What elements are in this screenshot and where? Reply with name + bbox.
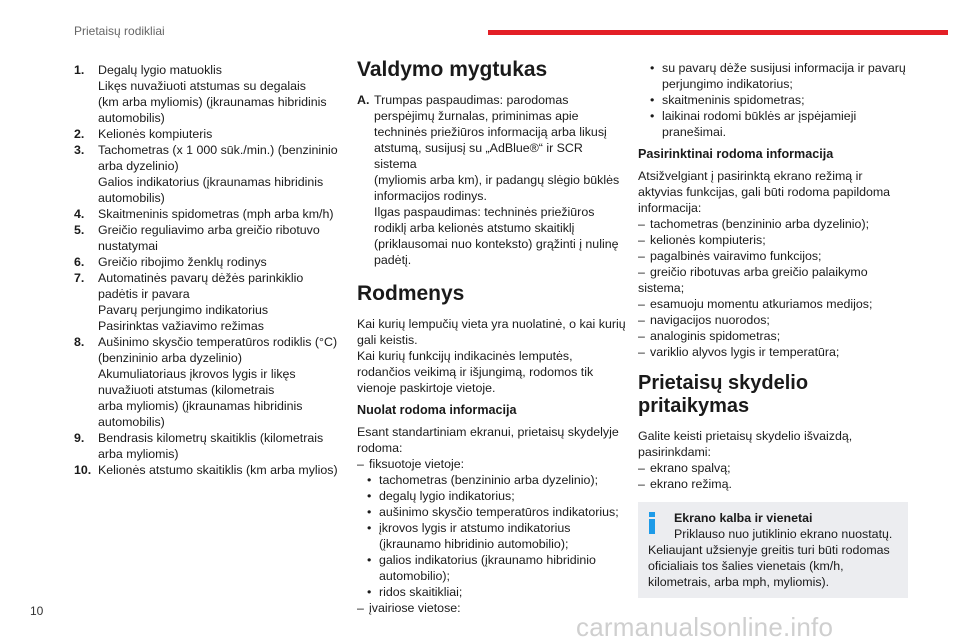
section-heading-pritaikymas: Prietaisų skydelio pritaikymas: [638, 372, 809, 417]
dash-item: – greičio ribotuvas arba greičio palaikymo sistema;: [638, 265, 868, 295]
paragraph: Atsižvelgiant į pasirinktą ekrano režimą ir aktyvias funkcijas, gali būti rodoma papildoma informacija:: [638, 169, 891, 215]
bullet-item: • galios indikatorius (įkraunamo hibridinio automobilio);: [367, 553, 596, 583]
legend-item: 9. Bendrasis kilometrų skaitiklis (kilometrais arba myliomis): [74, 431, 324, 461]
legend-item: 2. Kelionės kompiuteris: [74, 127, 213, 141]
dash-item: – navigacijos nuorodos;: [638, 313, 770, 327]
column-display: [638, 60, 908, 598]
header-accent-bar: [488, 30, 948, 35]
legend-item: 6. Greičio ribojimo ženklų rodinys: [74, 255, 267, 269]
bullet-item: • aušinimo skysčio temperatūros indikatorius;: [367, 505, 619, 519]
section-heading-rodmenys: Rodmenys: [357, 282, 465, 305]
info-text: Priklauso nuo jutiklinio ekrano nuostatų.: [674, 527, 893, 541]
paragraph: Galite keisti prietaisų skydelio išvaizdą, pasirinkdami:: [638, 429, 853, 459]
column-legend: [74, 62, 342, 478]
bullet-item: • ridos skaitikliai;: [367, 585, 463, 599]
dash-item: – ekrano spalvą;: [638, 461, 731, 475]
dash-item: – variklio alyvos lygis ir temperatūra;: [638, 345, 840, 359]
subheading-nuolat: Nuolat rodoma informacija: [357, 403, 517, 417]
bullet-item: • skaitmeninis spidometras;: [650, 93, 805, 107]
column-controls: [357, 58, 627, 616]
legend-item: 10. Kelionės atstumo skaitiklis (km arba mylios): [74, 463, 338, 477]
legend-item: 1. Degalų lygio matuoklis Likęs nuvažiuoti atstumas su degalais (km arba myliomis) (įkraunamas hibridinis automobilis): [74, 63, 327, 125]
info-box: Ekrano kalba ir vienetai Priklauso nuo jutiklinio ekrano nuostatų. Keliaujant užsienyje greitis turi būti rodomas oficialiais tos šalies vienetais (km/h, kilometrais, arba mph, myliomis).: [638, 502, 908, 598]
dash-item: – įvairiose vietose:: [357, 601, 461, 615]
bullet-item: • su pavarų dėže susijusi informacija ir pavarų perjungimo indikatorius;: [650, 61, 906, 91]
legend-item: 5. Greičio reguliavimo arba greičio ribotuvo nustatymai: [74, 223, 320, 253]
subheading-pasirinktinai: Pasirinktinai rodoma informacija: [638, 147, 834, 161]
info-title: Ekrano kalba ir vienetai: [674, 511, 813, 525]
page-number: 10: [30, 604, 44, 618]
bullet-item: • tachometras (benzininio arba dyzelinio);: [367, 473, 599, 487]
dash-item: – fiksuotoje vietoje:: [357, 457, 465, 471]
info-icon: [648, 512, 656, 534]
legend-item: 7. Automatinės pavarų dėžės parinkiklio padėtis ir pavara Pavarų perjungimo indikatorius Pasirinktas važiavimo režimas: [74, 271, 304, 333]
legend-item: 3. Tachometras (x 1 000 sūk./min.) (benzininio arba dyzelinio) Galios indikatorius (įkraunamas hibridinis automobilis): [74, 143, 338, 205]
paragraph: Kai kurių lempučių vieta yra nuolatinė, o kai kurių gali keistis. Kai kurių funkcijų indikacinės lemputės, rodančios veikimą ir išjungimą, rodomos tik vienoje paskirtoje vietoje.: [357, 317, 626, 395]
dash-item: – ekrano režimą.: [638, 477, 732, 491]
dash-item: – esamuoju momentu atkuriamos medijos;: [638, 297, 873, 311]
legend-item: 8. Aušinimo skysčio temperatūros rodiklis (°C) (benzininio arba dyzelinio) Akumuliatoriaus įkrovos lygis ir likęs nuvažiuoti atstumas (kilometrais arba myliomis) (įkraunamas hibridinis automobilis): [74, 335, 338, 429]
dash-item: – kelionės kompiuteris;: [638, 233, 766, 247]
dash-item: – tachometras (benzininio arba dyzelinio);: [638, 217, 870, 231]
legend-item: 4. Skaitmeninis spidometras (mph arba km/h): [74, 207, 334, 221]
legend-list: [74, 62, 342, 478]
control-a-item: A. Trumpas paspaudimas: parodomas perspėjimų žurnalas, priminimas apie techninės priežiūros informaciją arba likusį atstumą, susijusį su „AdBlue®“ ir SCR sistema (myliomis arba km), ir padangų slėgio būklės informacijos rodinys. Ilgas paspaudimas: techninės priežiūros rodiklį arba kelionės atstumo skaitiklį (priklausomai nuo konteksto) grąžinti į nulinę padėtį.: [357, 93, 620, 267]
dash-item: – pagalbinės vairavimo funkcijos;: [638, 249, 822, 263]
bullet-item: • įkrovos lygis ir atstumo indikatorius (įkraunamo hibridinio automobilio);: [367, 521, 571, 551]
dash-item: – analoginis spidometras;: [638, 329, 781, 343]
section-heading-valdymo: Valdymo mygtukas: [357, 58, 548, 81]
watermark: carmanualsonline.info: [576, 612, 834, 642]
paragraph: Esant standartiniam ekranui, prietaisų skydelyje rodoma:: [357, 425, 619, 455]
bullet-item: • laikinai rodomi būklės ar įspėjamieji pranešimai.: [650, 109, 857, 139]
bullet-item: • degalų lygio indikatorius;: [367, 489, 515, 503]
page-header-title: Prietaisų rodikliai: [74, 24, 165, 38]
